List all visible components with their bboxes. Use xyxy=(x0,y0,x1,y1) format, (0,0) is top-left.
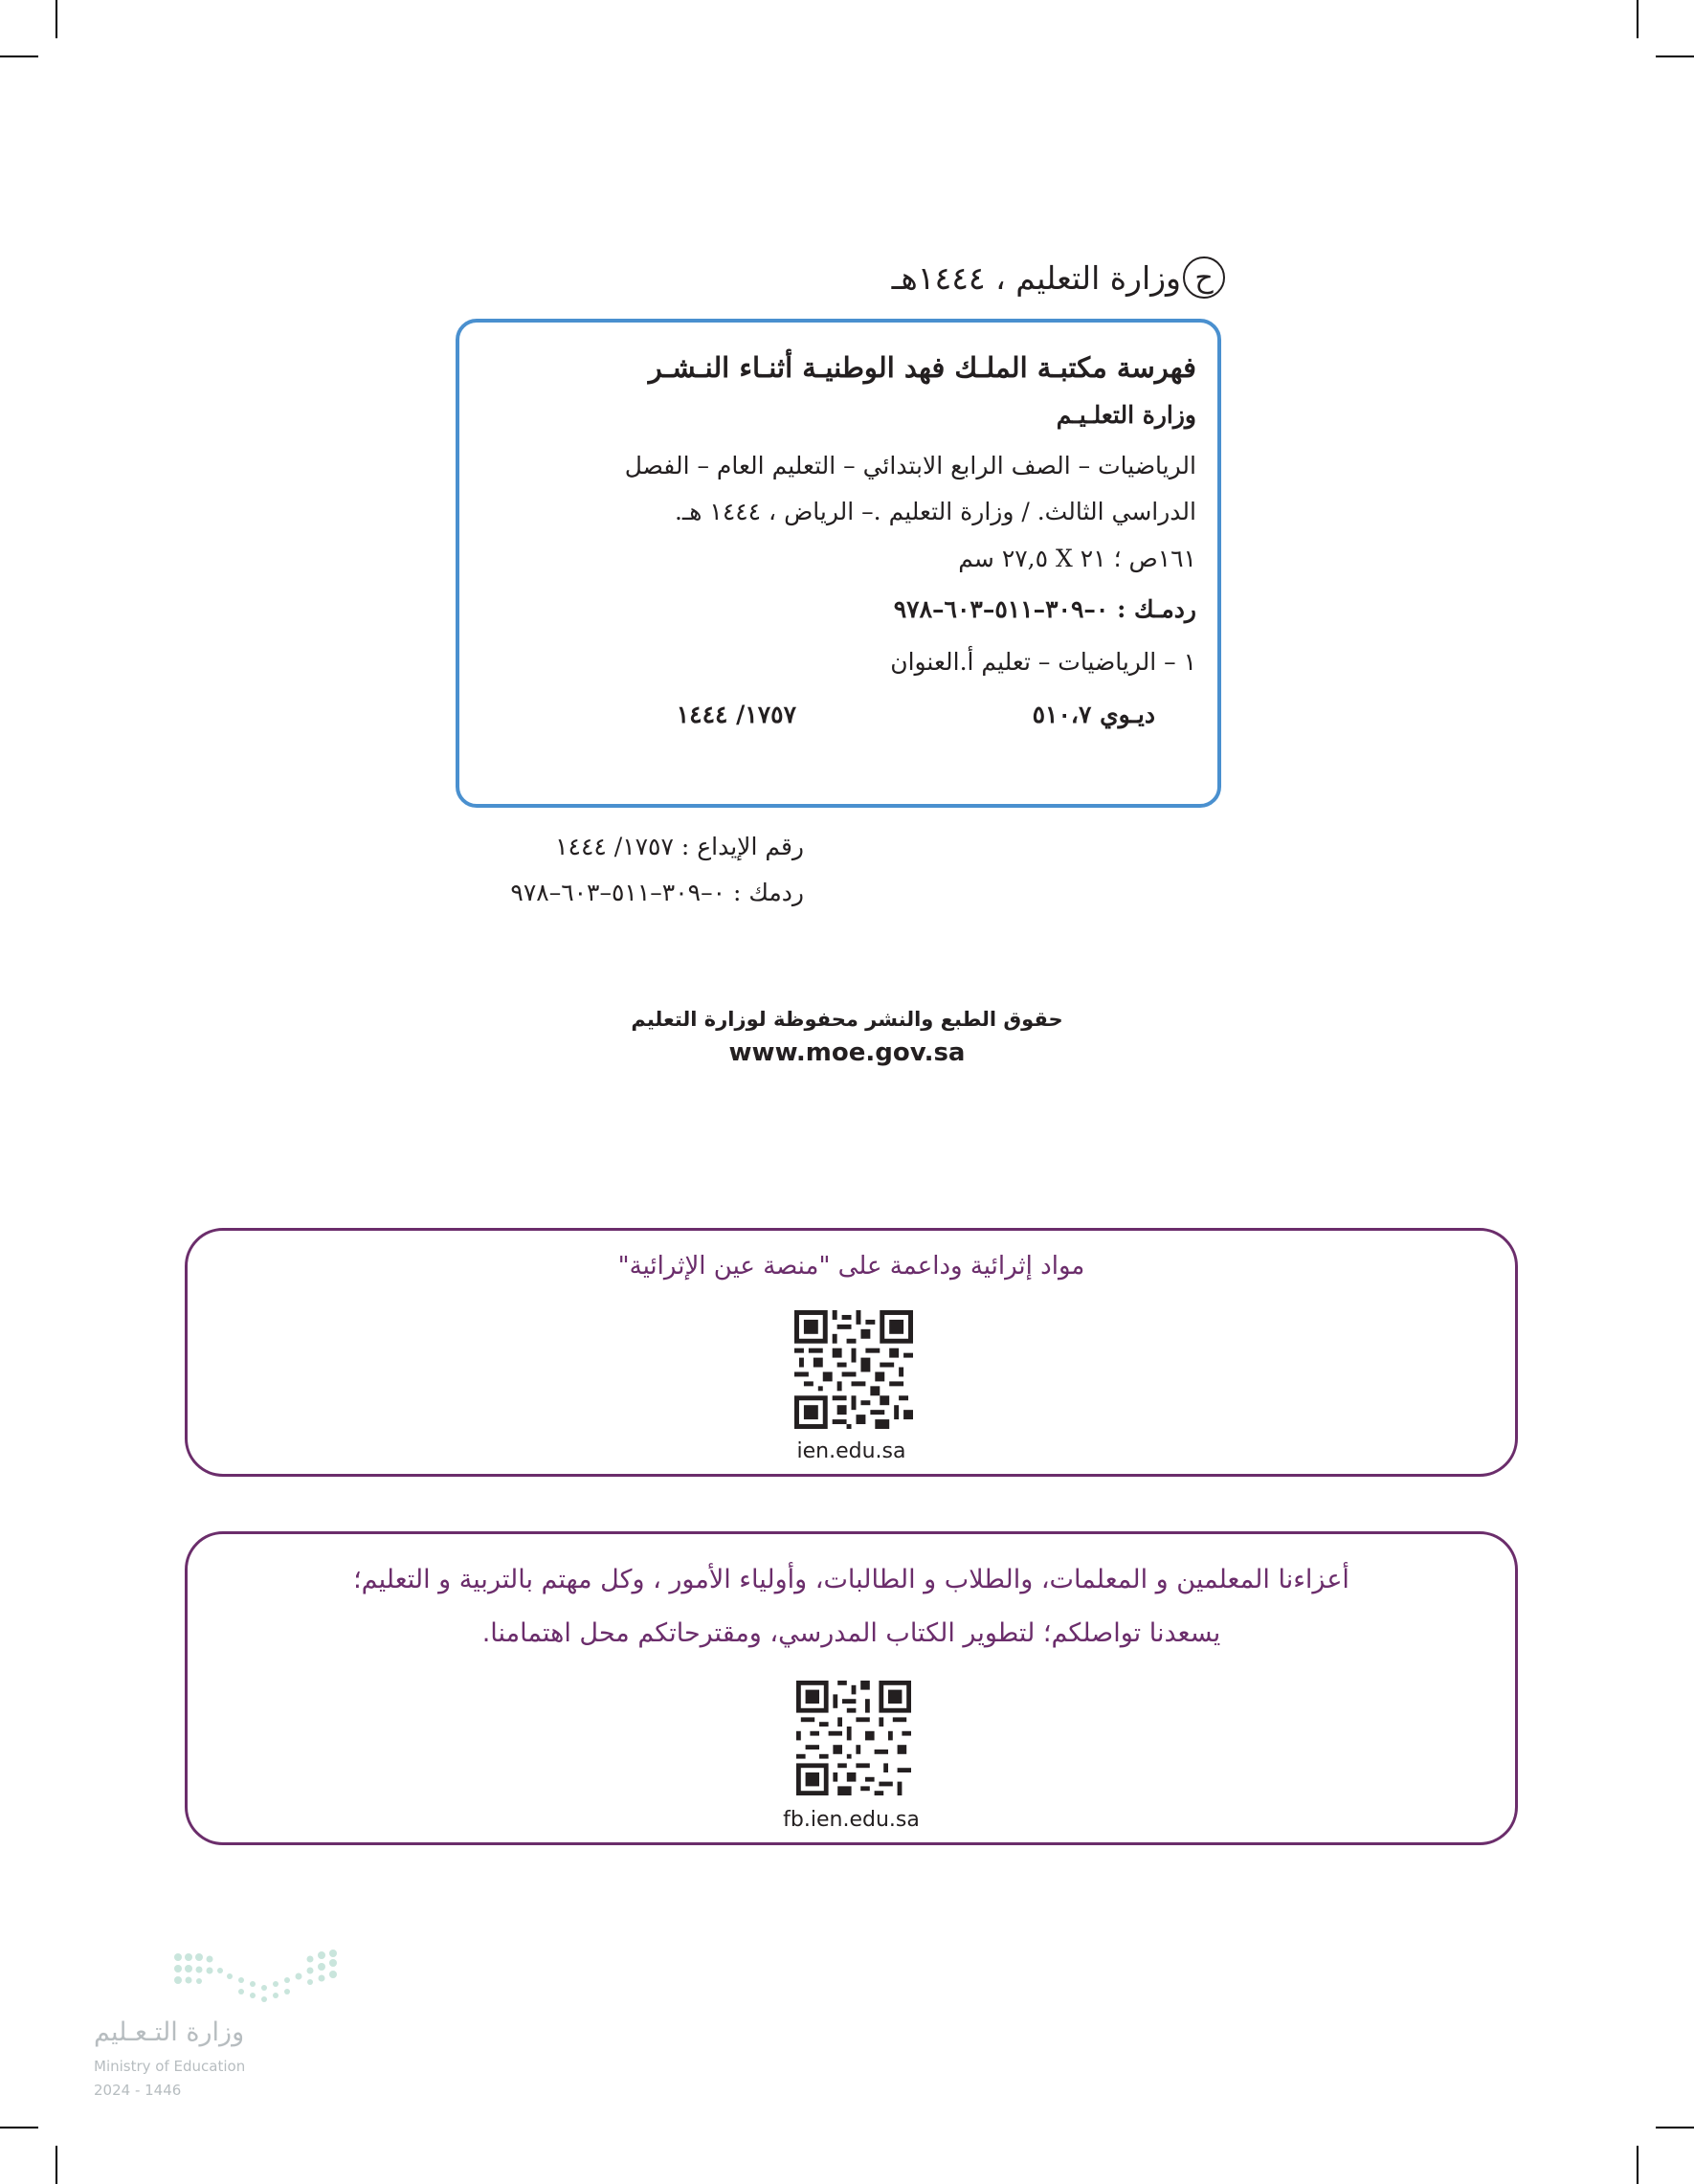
ien-heading: مواد إثرائية وداعمة على "منصة عين الإثرائية" xyxy=(617,1252,1085,1281)
copyright-line xyxy=(861,256,1225,299)
catalog-description-line2: الدراسي الثالث. / وزارة التعليم .– الرياض ، ١٤٤٤ هـ. xyxy=(674,498,1196,525)
ien-qr-label[interactable]: ien.edu.sa xyxy=(796,1439,906,1463)
deposit-number: رقم الإيداع : ١٧٥٧/ ١٤٤٤ xyxy=(555,833,804,860)
ministry-logo-english: Ministry of Education xyxy=(94,2058,246,2075)
ministry-logo-year: 2024 - 1446 xyxy=(94,2082,182,2099)
crop-mark xyxy=(1656,56,1694,57)
ministry-logo-icon xyxy=(172,1948,345,2015)
ministry-logo-arabic: وزارة التـعـليم xyxy=(94,2017,245,2047)
catalog-description-line1: الرياضيات – الصف الرابع الابتدائي – التعليم العام – الفصل xyxy=(624,452,1196,479)
crop-mark xyxy=(56,0,57,38)
website-link[interactable]: www.moe.gov.sa xyxy=(728,1038,966,1067)
catalog-dewey: ديـوي ٥١٠،٧ xyxy=(1032,701,1155,728)
feedback-line2: يسعدنا تواصلكم؛ لتطوير الكتاب المدرسي، ومقترحاتكم محل اهتمامنا. xyxy=(481,1618,1221,1648)
catalog-author: وزارة التعلـيـم xyxy=(1056,401,1196,429)
crop-mark xyxy=(0,2127,38,2128)
crop-mark xyxy=(1637,0,1638,38)
crop-mark xyxy=(1656,2127,1694,2128)
ien-platform-box xyxy=(185,1228,1518,1477)
catalog-deposit-code: ١٧٥٧/ ١٤٤٤ xyxy=(676,701,796,728)
crop-mark xyxy=(0,56,38,57)
qr-code-icon[interactable] xyxy=(796,1681,911,1795)
crop-mark xyxy=(56,2146,57,2184)
rights-statement: حقوق الطبع والنشر محفوظة لوزارة التعليم xyxy=(631,1008,1063,1031)
feedback-qr-label[interactable]: fb.ien.edu.sa xyxy=(783,1808,920,1832)
catalog-isbn: ردمـك : ٠–٣٠٩–٥١١–٦٠٣–٩٧٨ xyxy=(893,595,1196,623)
copyright-symbol: ح xyxy=(1183,256,1225,299)
catalog-card xyxy=(456,319,1221,808)
feedback-line1: أعزاءنا المعلمين و المعلمات، والطلاب و الطالبات، وأولياء الأمور ، وكل مهتم بالتربية و التعليم؛ xyxy=(353,1565,1349,1594)
qr-code-icon[interactable] xyxy=(794,1310,913,1429)
deposit-isbn: ردمك : ٠–٣٠٩–٥١١–٦٠٣–٩٧٨ xyxy=(510,879,804,906)
catalog-subject: ١ – الرياضيات – تعليم أ.العنوان xyxy=(890,648,1196,676)
catalog-title: فهرسة مكتبـة الملـك فهد الوطنيـة أثنـاء النـشـر xyxy=(648,351,1196,384)
feedback-box xyxy=(185,1531,1518,1845)
crop-mark xyxy=(1637,2146,1638,2184)
catalog-pages: ١٦١ص ؛ ٢١ X ٢٧,٥ سم xyxy=(958,545,1196,572)
copyright-text: وزارة التعليم ، ١٤٤٤هـ xyxy=(891,258,1181,297)
